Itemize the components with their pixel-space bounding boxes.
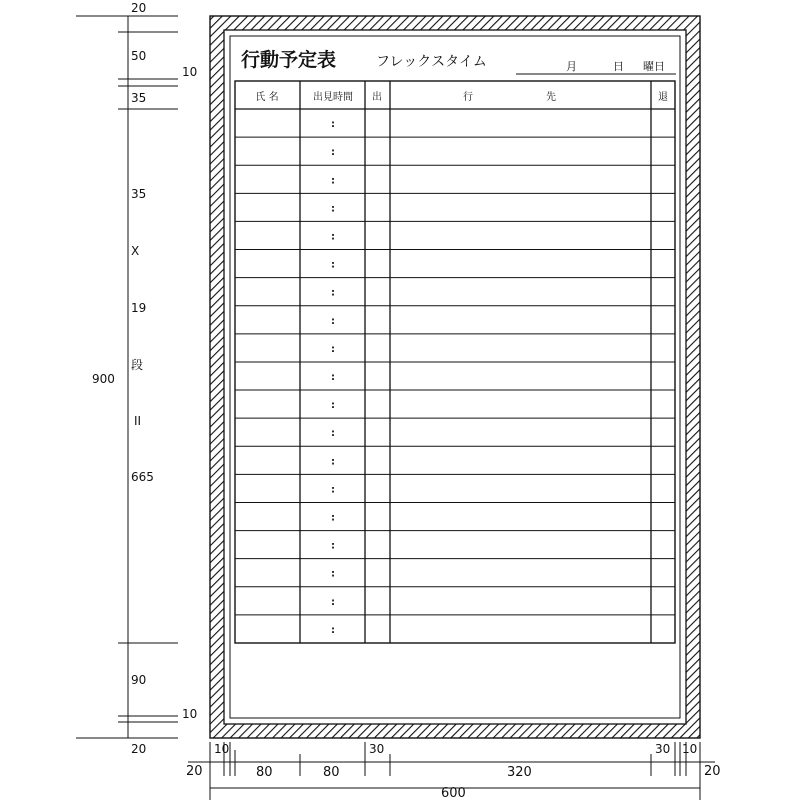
time-separator: : <box>331 372 335 383</box>
dim-top-margin: 20 <box>131 1 147 15</box>
header-name: 氏 名 <box>255 92 279 103</box>
board-subtitle: フレックスタイム <box>376 54 487 70</box>
header-return: 退 <box>658 92 668 103</box>
dim-total-width: 600 <box>441 786 466 800</box>
dim-rows-4: 段 <box>131 358 144 372</box>
time-separator: : <box>331 147 335 159</box>
time-separator: : <box>331 119 335 131</box>
date-weekday-label: 曜日 <box>643 60 665 73</box>
time-separator: : <box>331 512 335 524</box>
time-separator: : <box>331 231 335 243</box>
header-out: 出 <box>372 92 382 103</box>
time-separator: : <box>331 203 335 215</box>
header-time: 出見時間 <box>313 92 353 103</box>
date-month-label: 月 <box>566 60 577 73</box>
dim-frame-left: 10 <box>214 742 230 756</box>
time-separator: : <box>331 400 335 412</box>
dim-margin-right: 20 <box>704 764 721 779</box>
time-separator: : <box>331 259 335 271</box>
dim-rows-1: 35 <box>131 187 147 201</box>
time-separator: : <box>331 287 335 299</box>
date-day-label: 日 <box>613 60 624 73</box>
time-separator: : <box>331 484 335 496</box>
dim-gap-bottom: 10 <box>182 707 198 721</box>
time-separator: : <box>331 315 335 327</box>
dim-rows-6: 665 <box>131 470 154 484</box>
dim-title-band: 50 <box>131 49 147 63</box>
dim-header-row: 35 <box>131 91 147 105</box>
dim-gap-after-title: 10 <box>182 65 198 79</box>
time-separator: : <box>331 456 335 468</box>
dim-total-height: 900 <box>92 372 115 386</box>
time-separator: : <box>331 175 335 187</box>
dim-bottom-margin: 20 <box>131 742 147 756</box>
time-separator: : <box>331 428 335 440</box>
dim-col-time: 80 <box>323 765 340 780</box>
time-separator: : <box>331 624 335 636</box>
dim-frame-right: 10 <box>682 742 698 756</box>
dim-margin-left: 20 <box>186 764 203 779</box>
time-separator: : <box>331 596 335 608</box>
dim-col-out: 30 <box>369 742 385 756</box>
header-destination-2: 先 <box>546 92 556 103</box>
header-destination-1: 行 <box>463 92 473 103</box>
dim-rows-2: X <box>131 244 140 258</box>
dim-rows-3: 19 <box>131 301 147 315</box>
time-separator: : <box>331 540 335 552</box>
time-separator: : <box>331 568 335 580</box>
schedule-table <box>235 81 675 643</box>
dim-col-name: 80 <box>256 765 273 780</box>
dim-col-return: 30 <box>655 742 671 756</box>
dim-col-destination: 320 <box>507 765 532 780</box>
hatched-frame <box>210 16 700 738</box>
dim-bottom-band: 90 <box>131 673 147 687</box>
board-title: 行動予定表 <box>241 49 337 71</box>
time-separator: : <box>331 343 335 355</box>
dim-rows-5: II <box>134 414 142 428</box>
